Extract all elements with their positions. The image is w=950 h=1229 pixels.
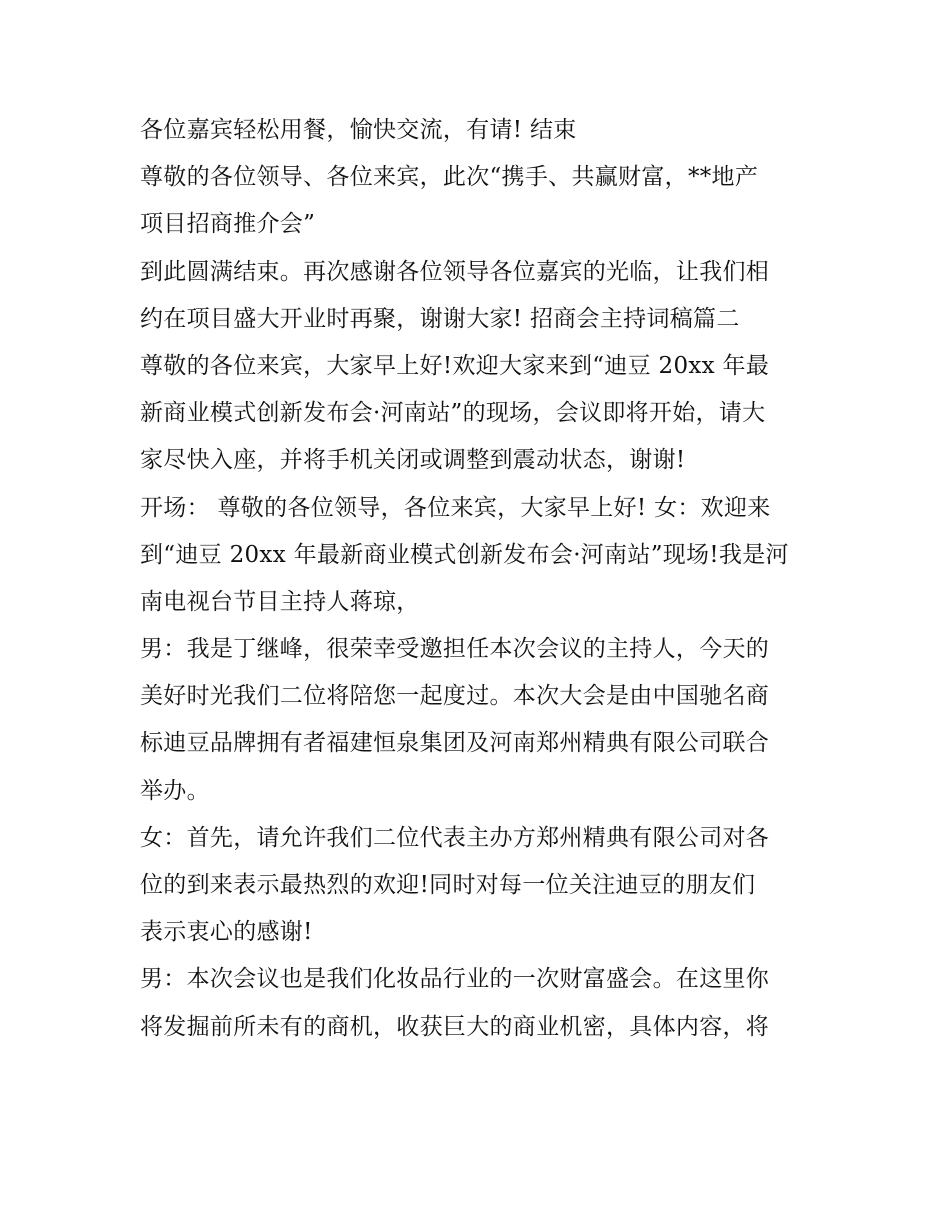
- text-line: 约在项目盛大开业时再聚，谢谢大家! 招商会主持词稿篇二: [140, 305, 740, 332]
- document-body: [140, 107, 820, 1051]
- text-line: 标迪豆品牌拥有者福建恒泉集团及河南郑州精典有限公司联合: [140, 730, 770, 757]
- text-line: 尊敬的各位领导、各位来宾，此次“携手、共赢财富，**地产: [140, 164, 759, 191]
- text-line: 男：本次会议也是我们化妆品行业的一次财富盛会。在这里你: [140, 966, 770, 993]
- text-line: 表示衷心的感谢!: [140, 919, 313, 946]
- text-line: 开场： 尊敬的各位领导，各位来宾，大家早上好! 女：欢迎来: [140, 494, 771, 521]
- text-line: 位的到来表示最热烈的欢迎!同时对每一位关注迪豆的朋友们: [140, 872, 756, 898]
- text-line: 项目招商推介会”: [140, 211, 316, 238]
- text-line: 到此圆满结束。再次感谢各位领导各位嘉宾的光临，让我们相: [140, 258, 770, 285]
- text-line: 将发掘前所未有的商机，收获巨大的商业机密，具体内容，将: [140, 1013, 770, 1040]
- text-line: 到“迪豆 20xx 年最新商业模式创新发布会·河南站”现场!我是河: [140, 541, 789, 568]
- text-line: 新商业模式创新发布会·河南站”的现场，会议即将开始，请大: [140, 400, 766, 427]
- text-line: 家尽快入座，并将手机关闭或调整到震动状态，谢谢!: [140, 447, 686, 474]
- text-line: 尊敬的各位来宾，大家早上好!欢迎大家来到“迪豆 20xx 年最: [140, 352, 770, 379]
- text-line: 南电视台节目主持人蒋琼，: [140, 588, 420, 615]
- text-line: 举办。: [140, 777, 210, 804]
- text-line: 男：我是丁继峰，很荣幸受邀担任本次会议的主持人，今天的: [140, 636, 770, 663]
- text-line: 女：首先，请允许我们二位代表主办方郑州精典有限公司对各: [140, 824, 770, 851]
- text-line: 各位嘉宾轻松用餐，愉快交流，有请! 结束: [140, 117, 577, 143]
- text-line: 美好时光我们二位将陪您一起度过。本次大会是由中国驰名商: [140, 683, 770, 710]
